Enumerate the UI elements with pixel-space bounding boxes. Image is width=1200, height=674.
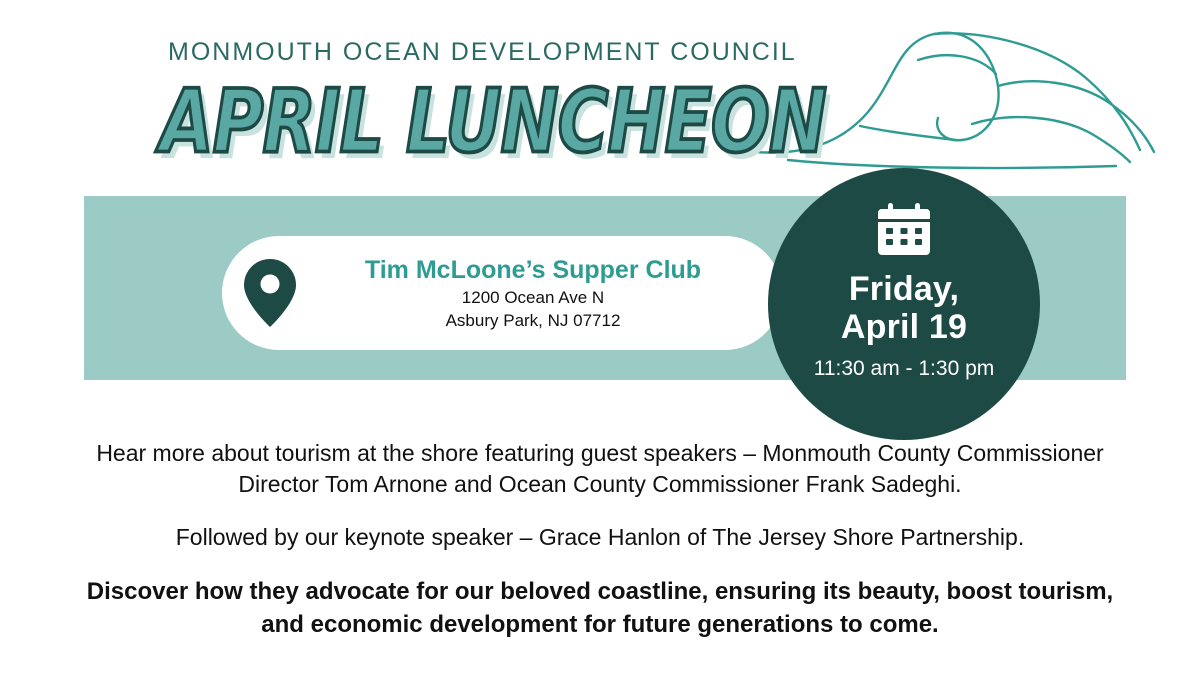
body-copy [60,438,1140,663]
venue-address-line-1: 1200 Ocean Ave N [461,288,605,307]
venue-address-line-2: Asbury Park, NJ 07712 [445,311,621,330]
calendar-icon [875,202,933,258]
date-badge [768,168,1040,440]
event-time: 11:30 am - 1:30 pm [813,357,995,380]
venue-name: Tim McLoone’s Supper Club [364,256,702,284]
location-pin-icon [241,257,299,329]
event-date: April 19 [840,308,968,346]
description-paragraph-1: Hear more about tourism at the shore featuring guest speakers – Monmouth County Commissioner Director Tom Arnone and Ocean County Commissioner Frank Sadeghi. [96,440,1104,497]
description-paragraph-3: Discover how they advocate for our beloved coastline, ensuring its beauty, boost tourism, and economic development for future generations to come. [86,578,1114,638]
event-day: Friday, [848,270,960,308]
page-title: APRIL LUNCHEON [160,72,826,174]
flyer-title-wrap [160,72,826,174]
description-paragraph-2: Followed by our keynote speaker – Grace Hanlon of The Jersey Shore Partnership. [175,524,1025,550]
organization-name: MONMOUTH OCEAN DEVELOPMENT COUNCIL [168,38,797,66]
venue-card [222,236,782,350]
location-pin-wrap [222,257,318,329]
venue-text [318,255,782,331]
